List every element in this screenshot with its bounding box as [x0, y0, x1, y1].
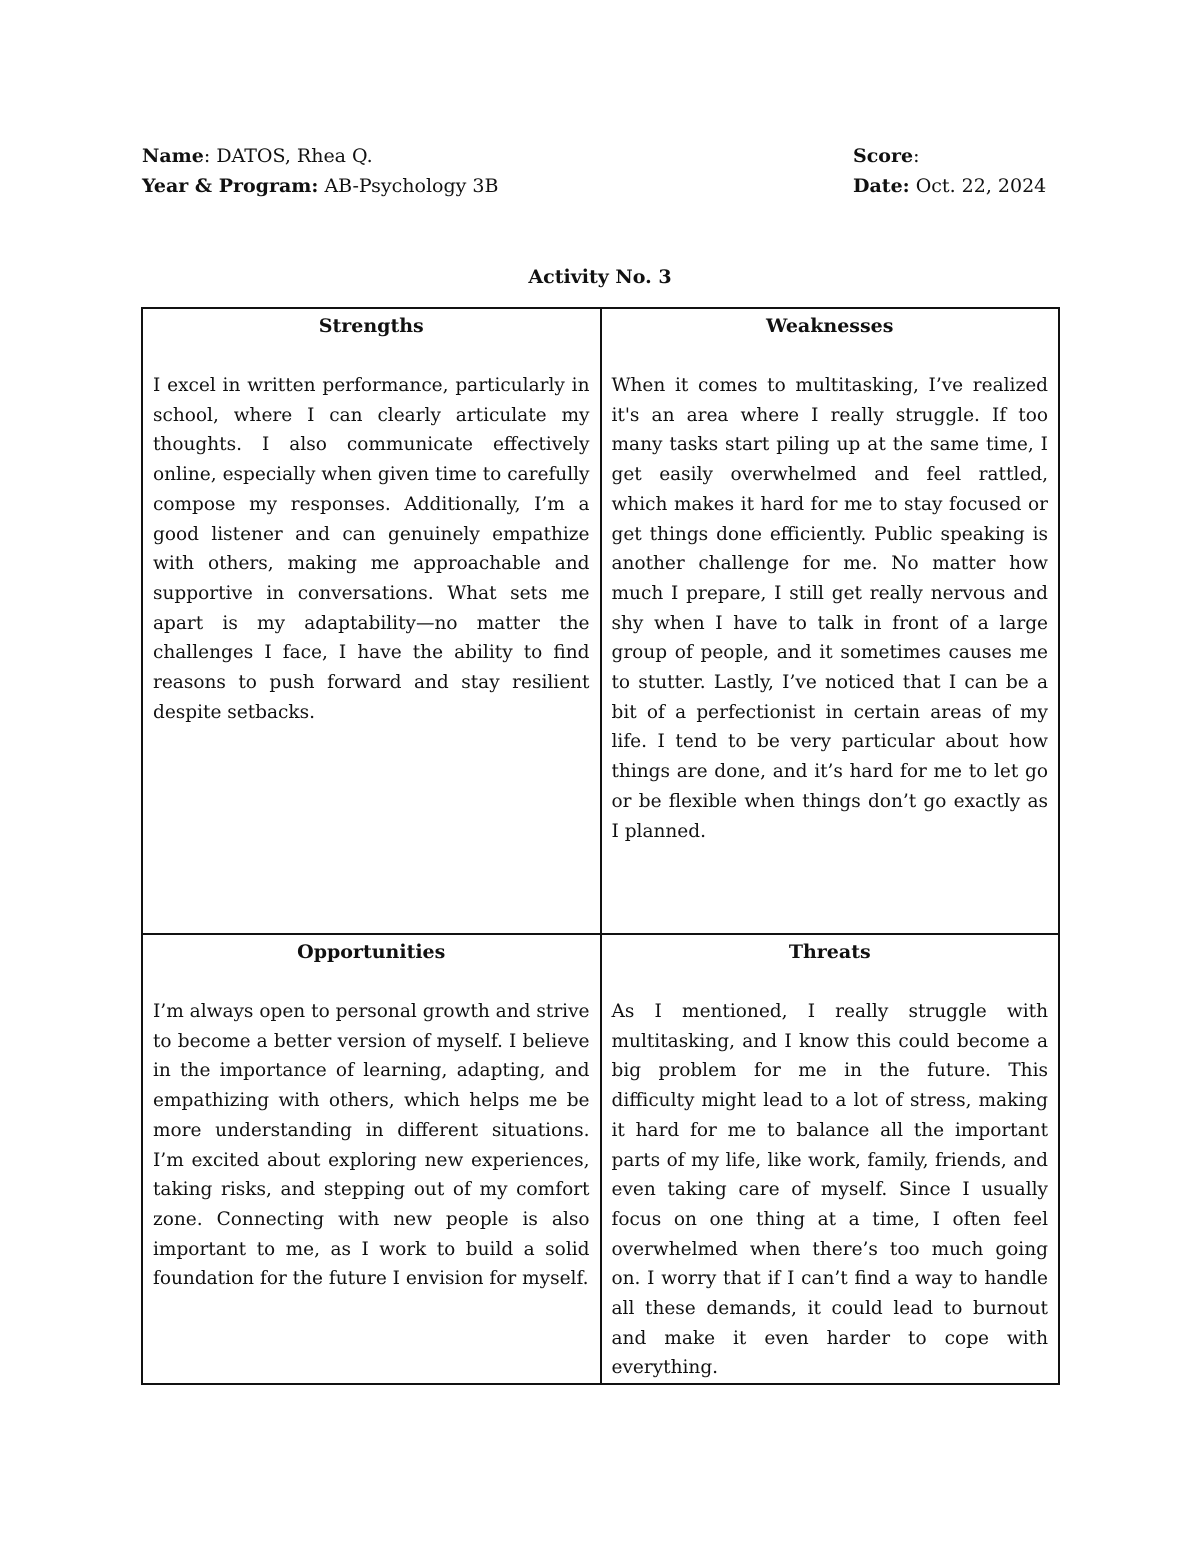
- opportunities-cell: [142, 934, 601, 1384]
- strengths-cell: [142, 308, 601, 934]
- program-label: Year & Program:: [142, 175, 319, 197]
- score-line: [853, 141, 919, 171]
- weaknesses-text: When it comes to multitasking, I’ve realized it's an area where I really struggle. If too many tasks start piling up at the same time, I get easily overwhelmed and feel rattled, which makes it hard for me to stay focused or get things done efficiently. Public speaking is another challenge for me. No matter how much I prepare, I still get really nervous and shy when I have to talk in front of a large group of people, and it sometimes causes me to stutter. Lastly, I’ve noticed that I can be a bit of a perfectionist in certain areas of my life. I tend to be very particular about how things are done, and it’s hard for me to let go or be flexible when things don’t go exactly as I planned.: [611, 375, 1048, 842]
- strengths-text: I excel in written performance, particularly in school, where I can clearly articulate my thoughts. I also communicate effectively online, especially when given time to carefully compose my responses. Additionally, I’m a good listener and can genuinely empathize with others, making me approachable and supportive in conversations. What sets me apart is my adaptability—no matter the challenges I face, I have the ability to find reasons to push forward and stay resilient despite setbacks.: [153, 375, 590, 723]
- opportunities-heading: Opportunities: [297, 941, 446, 963]
- score-value: :: [913, 145, 920, 167]
- threats-text: As I mentioned, I really struggle with multitasking, and I know this could become a big problem for me in the future. This difficulty might lead to a lot of stress, making it hard for me to balance all the important parts of my life, like work, family, friends, and even taking care of myself. Since I usually focus on one thing at a time, I often feel overwhelmed when there’s too much going on. I worry that if I can’t find a way to handle all these demands, it could lead to burnout and make it even harder to cope with everything.: [611, 1001, 1048, 1379]
- date-value: Oct. 22, 2024: [909, 175, 1047, 197]
- strengths-heading: Strengths: [318, 315, 424, 337]
- threats-cell: [601, 934, 1060, 1384]
- opportunities-text: I’m always open to personal growth and strive to become a better version of myself. I believe in the importance of learning, adapting, and empathizing with others, which helps me be more understanding in different situations. I’m excited about exploring new experiences, taking risks, and stepping out of my comfort zone. Connecting with new people is also important to me, as I work to build a solid foundation for the future I envision for myself.: [153, 1001, 590, 1290]
- score-label: Score: [853, 145, 914, 167]
- swot-table: [141, 307, 1060, 1385]
- name-label: Name: [142, 145, 204, 167]
- swot-row-top: [142, 308, 1059, 934]
- threats-heading: Threats: [788, 941, 871, 963]
- weaknesses-heading: Weaknesses: [766, 315, 894, 337]
- date-label: Date:: [853, 175, 910, 197]
- date-line: [853, 171, 1046, 201]
- name-line: [142, 141, 373, 171]
- name-value: : DATOS, Rhea Q.: [203, 145, 373, 167]
- program-value: AB-Psychology 3B: [318, 175, 499, 197]
- program-line: [142, 171, 498, 201]
- activity-title: Activity No. 3: [528, 266, 672, 288]
- weaknesses-cell: [601, 308, 1060, 934]
- swot-row-bottom: [142, 934, 1059, 1384]
